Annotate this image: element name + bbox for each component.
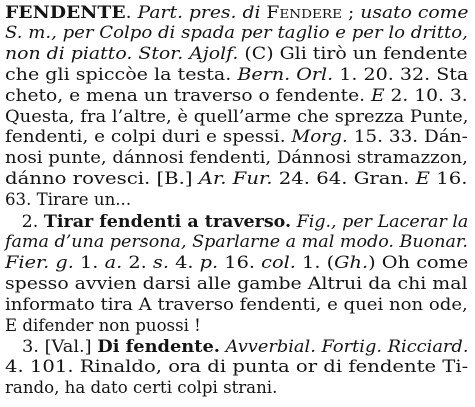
entry-text-run: 4. 101. Rinaldo, ora di punta or di fendente Ti- <box>5 357 469 377</box>
entry-text-run: Fier. g. <box>5 252 74 272</box>
entry-text-run: usato come <box>360 3 469 22</box>
entry-text-run: Ar. Fur. <box>198 169 273 189</box>
entry-text-run: Part. pres. di <box>137 3 267 22</box>
entry-text-run: Gh. <box>334 252 369 272</box>
entry-text-run: a. <box>104 252 123 272</box>
entry-text-run: 1. 20. 32. Sta <box>333 64 469 84</box>
entry-text-run: . <box>125 3 138 22</box>
entry-text-run: fama d’una persona, Sparlarne a mal modo. Buonar. <box>5 231 468 251</box>
entry-text-run: FENDENTE <box>5 2 126 22</box>
entry-text-run: 4. <box>168 252 200 272</box>
entry-text-run: E difender non puossi ! <box>5 315 201 335</box>
entry-text-run: 2. 10. 3. <box>384 85 468 105</box>
entry-text-run: Fig., per Lacerar la <box>291 212 469 231</box>
entry-text-run: 1. <box>73 252 105 272</box>
entry-text-run: non di piatto. Stor. Ajolf. <box>5 43 239 63</box>
entry-text-run: rando, ha dato certi colpi strani. <box>5 378 278 398</box>
entry-text-run: Fendere <box>266 3 343 22</box>
entry-text-run: 16. <box>218 252 262 272</box>
entry-text-run: Di fendente. <box>97 336 220 357</box>
entry-text-run: nosi punte, dánnosi fendenti, Dánnosi stramazzon, <box>5 148 468 168</box>
entry-text-run: ) Oh come <box>368 252 469 272</box>
entry-text-run: cheto, e mena un traverso o fendente. <box>5 85 371 105</box>
entry-text-run: s. <box>152 252 169 272</box>
entry-text-run: 15. 33. Dán- <box>347 127 468 147</box>
entry-text-run: E <box>415 169 430 189</box>
entry-text-run: ; <box>342 3 361 22</box>
entry-text-run: Bern. Orl. <box>237 64 334 84</box>
entry-text-run: spesso avvien darsi alle gambe Altrui da chi mal <box>5 273 468 293</box>
entry-text-run: 3. [Val.] <box>5 337 98 357</box>
entry-text-run: dánno rovesci. [B.] <box>5 169 199 189</box>
entry-text-run: fendenti, e colpi duri e spessi. <box>5 127 292 147</box>
entry-text-run: che gli spiccòe la testa. <box>5 64 238 84</box>
entry-text-run: Morg. <box>291 127 348 147</box>
entry-text-run: Tirar fendenti a traverso. <box>43 211 292 231</box>
entry-line <box>5 376 277 400</box>
entry-text-run: (C) Gli tirò un fendente <box>238 43 468 63</box>
entry-text-run: Avverbial. Fortig. Ricciard. <box>219 337 469 357</box>
entry-text-run: col. <box>261 252 296 272</box>
entry-text-run: 63. Tirare un... <box>5 190 132 210</box>
entry-text-run: Questa, fra l’altre, è quell’arme che sprezza Punte, <box>5 106 469 126</box>
entry-text-run: informato tira A traverso fendenti, e quei non ode, <box>5 294 468 314</box>
entry-text-run: S. m., per Colpo di spada per taglio e per lo dritto, <box>5 22 468 42</box>
entry-text-run: 16. <box>429 169 468 189</box>
entry-text-run: E <box>370 85 385 105</box>
entry-text-run: 2. <box>122 252 153 272</box>
entry-text-run: 2. <box>5 212 44 231</box>
entry-text-run: p. <box>199 252 219 272</box>
entry-text-run: 1. ( <box>295 252 335 272</box>
entry-text-run: 24. 64. Gran. <box>272 169 416 189</box>
